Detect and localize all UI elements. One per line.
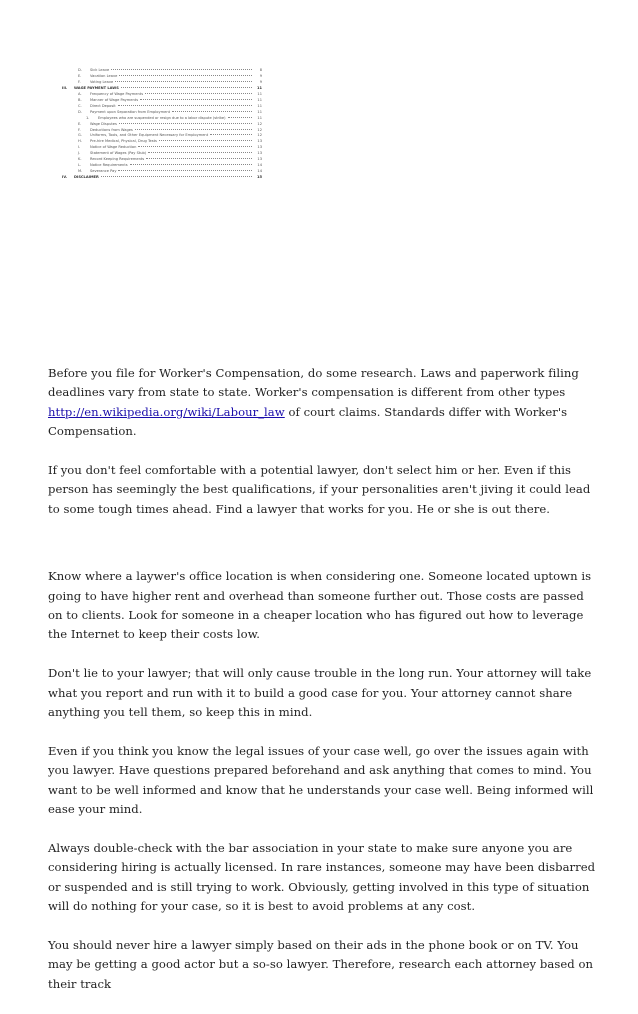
toc-entry: E. Vacation Leave 9 (78, 73, 262, 78)
toc-entry: L. Notice Requirements 14 (78, 163, 262, 168)
toc-entry: A. Frequency of Wage Payments 11 (78, 91, 262, 96)
toc-entry: H. Pre-hire Medical, Physical, Drug Tests 13 (78, 139, 262, 144)
article-body (48, 364, 598, 1014)
toc-entry: B. Manner of Wage Payments 11 (78, 97, 262, 102)
paragraph-bar-association: Always double-check with the bar association in your state to make sure anyone you are considering hiring is actually licensed. In rare instances, someone may have been disbarred or suspended and is still trying to work. Obviously, getting involved in this type of situation will do nothing for your case, so it is best to avoid problems at any cost. (48, 840, 596, 914)
paragraph-dont-lie: Don't lie to your lawyer; that will only cause trouble in the long run. Your attorney will take what you report and run with it to build a good case for you. Your attorney cannot share anything you tell them, so keep this in mind. (48, 666, 592, 720)
toc-entry: F. Deductions from Wages 12 (78, 127, 262, 132)
toc-entry: D. Payment upon Separation from Employment 11 (78, 109, 262, 114)
toc-entry: M. Severance Pay 14 (78, 169, 262, 174)
wikipedia-labour-law-link[interactable]: http://en.wikipedia.org/wiki/Labour_law (48, 404, 285, 419)
toc-entry: J. Statement of Wages (Pay Stub) 13 (78, 151, 262, 156)
toc-entry: K. Record Keeping Requirements 13 (78, 157, 262, 162)
paragraph-office-location: Know where a laywer's office location is when considering one. Someone located uptown is going to have higher rent and overhead than someone further out. Those costs are passed on to clients. Look for someone in a cheaper location who has figured out how to leverage the Internet to keep their costs low. (48, 569, 592, 642)
paragraph-workers-comp: Before you file for Worker's Compensation, do some research. Laws and paperwork filing deadlines vary from state to state. Worker's compensation is different from other types http://en.wikipedia.org/wiki/Labour_law of court claims. Standards differ with Worker's Compensation. (48, 366, 579, 439)
paragraph-legal-issues: Even if you think you know the legal issues of your case well, go over the issues again with you lawyer. Have questions prepared beforehand and ask anything that comes to mind. You want to be well informed and know that he understands your case well. Being informed will ease your mind. (48, 743, 594, 817)
toc-entry: G. Uniforms, Tools, and Other Equipment Necessary for Employment 12 (78, 133, 262, 138)
table-of-contents-image (62, 68, 262, 181)
toc-entry: D. Sick Leave 8 (78, 68, 262, 72)
toc-entry: C. Direct Deposit 11 (78, 103, 262, 108)
toc-section: IV. DISCLAIMER 15 (62, 175, 262, 180)
toc-entry: F. Voting Leave 9 (78, 79, 262, 84)
toc-entry: E. Wage Disputes 12 (78, 121, 262, 126)
paragraph-ads: You should never hire a lawyer simply based on their ads in the phone book or on TV. You may be getting a good actor but a so-so lawyer. Therefore, research each attorney based on their track (48, 937, 593, 991)
toc-section: III. WAGE PAYMENT LAWS 11 (62, 85, 262, 90)
toc-subentry: 1. Employees who are suspended or resign due to a labor dispute (strike) 11 (86, 115, 262, 120)
paragraph-comfort: If you don't feel comfortable with a potential lawyer, don't select him or her. Even if this person has seemingly the best qualifications, if your personalities aren't jiving it could lead to some tough times ahead. Find a lawyer that works for you. He or she is out there. (48, 463, 591, 516)
toc-entry: I. Notice of Wage Reduction 13 (78, 145, 262, 150)
